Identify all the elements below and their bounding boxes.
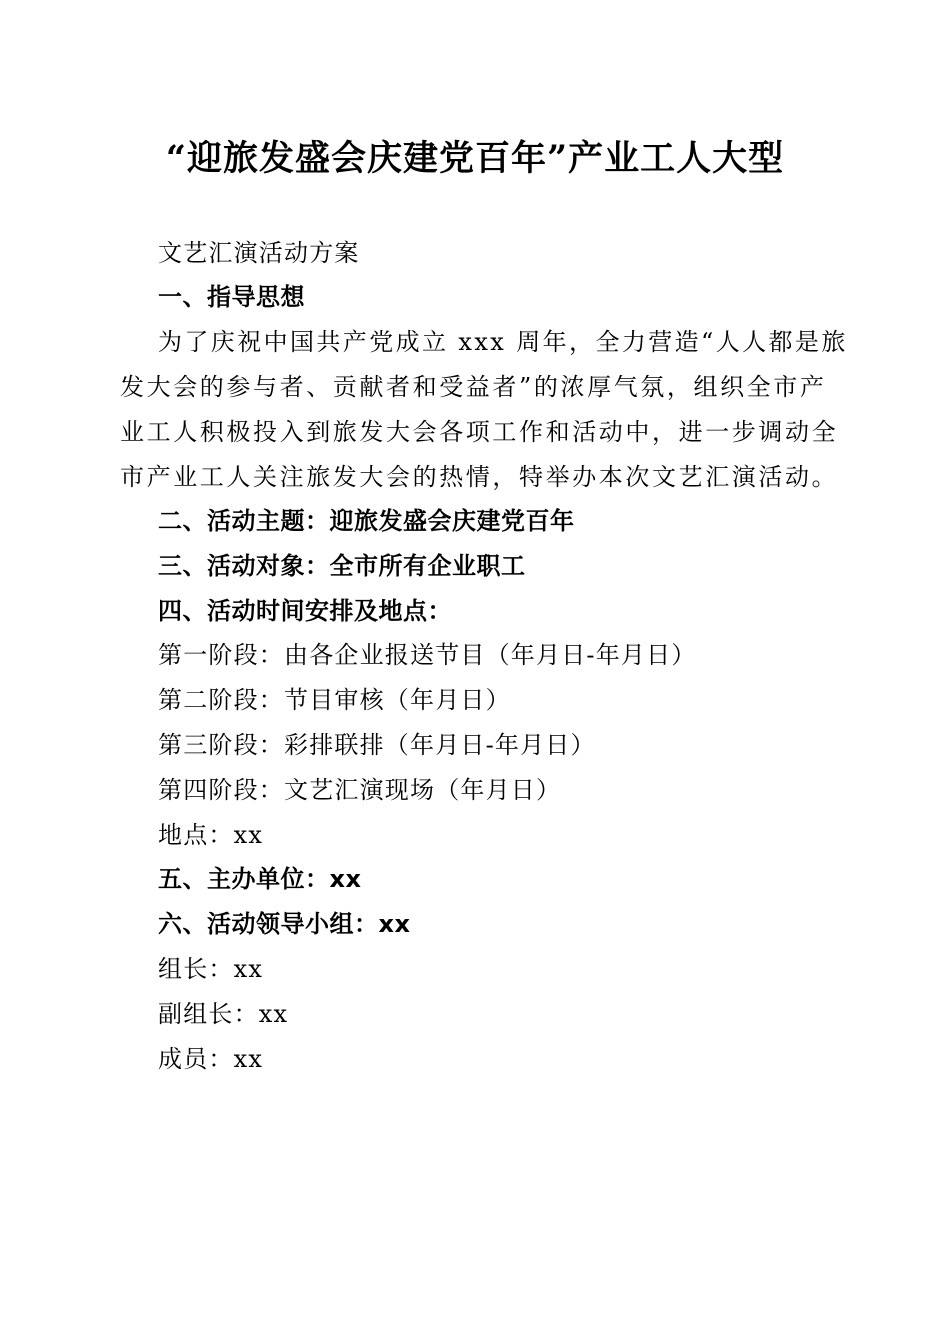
document-subtitle: 文艺汇演活动方案: [158, 239, 360, 267]
section-heading-participants: 三、活动对象：全市所有企业职工: [158, 552, 526, 580]
members-line: 成员：xx: [158, 1045, 264, 1073]
section-heading-schedule: 四、活动时间安排及地点：: [158, 597, 452, 625]
schedule-stage: 第三阶段：彩排联排（年月日-年月日）: [158, 731, 596, 759]
section-heading-theme: 二、活动主题：迎旅发盛会庆建党百年: [158, 507, 575, 535]
location-line: 地点：xx: [158, 821, 264, 849]
section-heading-guiding-thought: 一、指导思想: [158, 283, 305, 311]
schedule-stage: 第一阶段：由各企业报送节目（年月日-年月日）: [158, 641, 697, 669]
paragraph-line: 为了庆祝中国共产党成立 xxx 周年，全力营造“人人都是旅: [158, 328, 848, 356]
paragraph-line: 业工人积极投入到旅发大会各项工作和活动中，进一步调动全: [120, 418, 839, 446]
section-heading-organizer: 五、主办单位：xx: [158, 865, 362, 893]
schedule-stage: 第四阶段：文艺汇演现场（年月日）: [158, 776, 562, 804]
schedule-stage: 第二阶段：节目审核（年月日）: [158, 686, 511, 714]
deputy-line: 副组长：xx: [158, 1000, 289, 1028]
paragraph-line: 市产业工人关注旅发大会的热情，特举办本次文艺汇演活动。: [120, 463, 839, 491]
section-heading-leadership: 六、活动领导小组：xx: [158, 910, 411, 938]
leader-line: 组长：xx: [158, 955, 264, 983]
document-title: “迎旅发盛会庆建党百年”产业工人大型: [165, 138, 785, 179]
paragraph-line: 发大会的参与者、贡献者和受益者”的浓厚气氛，组织全市产: [120, 373, 827, 401]
